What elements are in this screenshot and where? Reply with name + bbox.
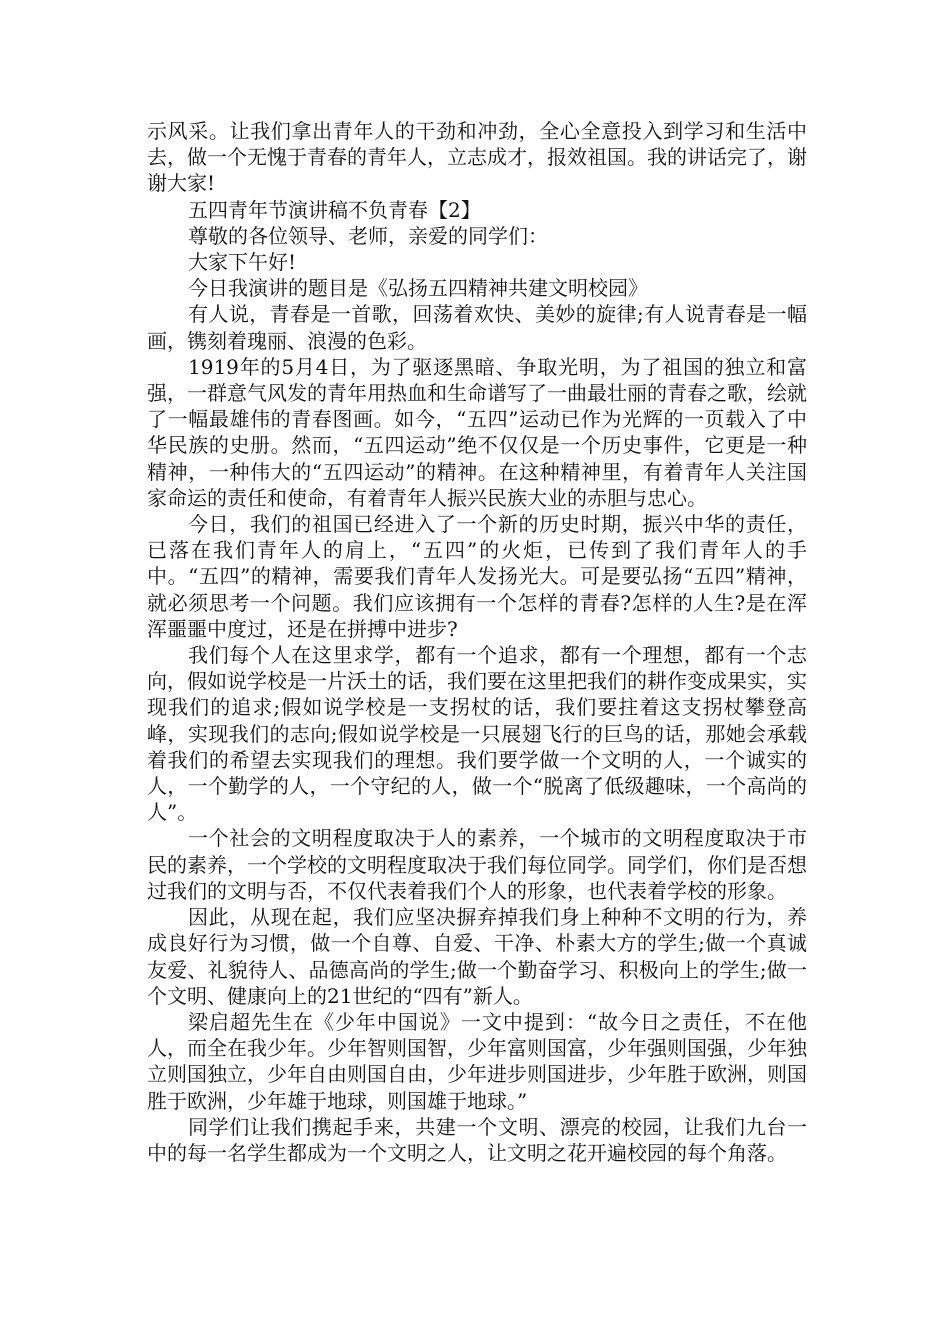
paragraph-responsibility: 今日，我们的祖国已经进入了一个新的历史时期，振兴中华的责任，已落在我们青年人的肩上，“五四”的火炬，已传到了我们青年人的手中。“五四”的精神，需要我们青年人发扬光大。可是要弘扬“五四”精神，就必须思考一个问题。我们应该拥有一个怎样的青春?怎样的人生?是在浑浑噩噩中度过，还是在拼搏中进步? [147, 512, 807, 641]
paragraph-closing: 同学们让我们携起手来，共建一个文明、漂亮的校园，让我们九台一中的每一名学生都成为一个文明之人，让文明之花开遍校园的每个角落。 [147, 1114, 807, 1165]
paragraph-civility: 一个社会的文明程度取决于人的素养，一个城市的文明程度取决于市民的素养，一个学校的文明程度取决于我们每位同学。同学们，你们是否想过我们的文明与否，不仅代表着我们个人的形象，也代表着学校的形象。 [147, 826, 807, 903]
document-body [147, 118, 807, 1166]
section-title: 五四青年节演讲稿不负青春【2】 [188, 197, 481, 222]
paragraph-may-fourth-history: 1919年的5月4日，为了驱逐黑暗、争取光明，为了祖国的独立和富强，一群意气风发的青年用热血和生命谱写了一曲最壮丽的青春之歌，绘就了一幅最雄伟的青春图画。如今，“五四”运动已作为光辉的一页载入了中华民族的史册。然而，“五四运动”绝不仅仅是一个历史事件，它更是一种精神，一种伟大的“五四运动”的精神。在这种精神里，有着青年人关注国家命运的责任和使命，有着青年人振兴民族大业的赤胆与忠心。 [147, 354, 807, 510]
paragraph-topic: 今日我演讲的题目是《弘扬五四精神共建文明校园》 [188, 276, 648, 301]
paragraph-good-habits: 因此，从现在起，我们应坚决摒弃掉我们身上种种不文明的行为，养成良好行为习惯，做一个自尊、自爱、干净、朴素大方的学生;做一个真诚友爱、礼貌待人、品德高尚的学生;做一个勤奋学习、积极向上的学生;做一个文明、健康向上的21世纪的“四有”新人。 [147, 905, 807, 1008]
paragraph-greeting: 大家下午好! [188, 250, 297, 275]
paragraph-liang-qichao-quote: 梁启超先生在《少年中国说》一文中提到：“故今日之责任，不在他人，而全在我少年。少年智则国智，少年富则国富，少年强则国强，少年独立则国独立，少年自由则国自由，少年进步则国进步，少年胜于欧洲，则国胜于欧洲，少年雄于地球，则国雄于地球。” [147, 1009, 807, 1113]
paragraph-school-goals: 我们每个人在这里求学，都有一个追求，都有一个理想，都有一个志向，假如说学校是一片沃土的话，我们要在这里把我们的耕作变成果实，实现我们的追求;假如说学校是一支拐杖的话，我们要拄着这支拐杖攀登高峰，实现我们的志向;假如说学校是一只展翅飞行的巨鸟的话，那她会承载着我们的希望去实现我们的理想。我们要学做一个文明的人，一个诚实的人，一个勤学的人，一个守纪的人，做一个“脱离了低级趣味，一个高尚的人”。 [147, 643, 807, 825]
paragraph-salutation: 尊敬的各位领导、老师，亲爱的同学们： [188, 223, 548, 248]
paragraph-youth: 有人说，青春是一首歌，回荡着欢快、美妙的旋律;有人说青春是一幅画，镌刻着瑰丽、浪漫的色彩。 [147, 302, 807, 353]
paragraph-continuation: 示风采。让我们拿出青年人的干劲和冲劲，全心全意投入到学习和生活中去，做一个无愧于青春的青年人，立志成才，报效祖国。我的讲话完了，谢谢大家! [147, 119, 807, 196]
